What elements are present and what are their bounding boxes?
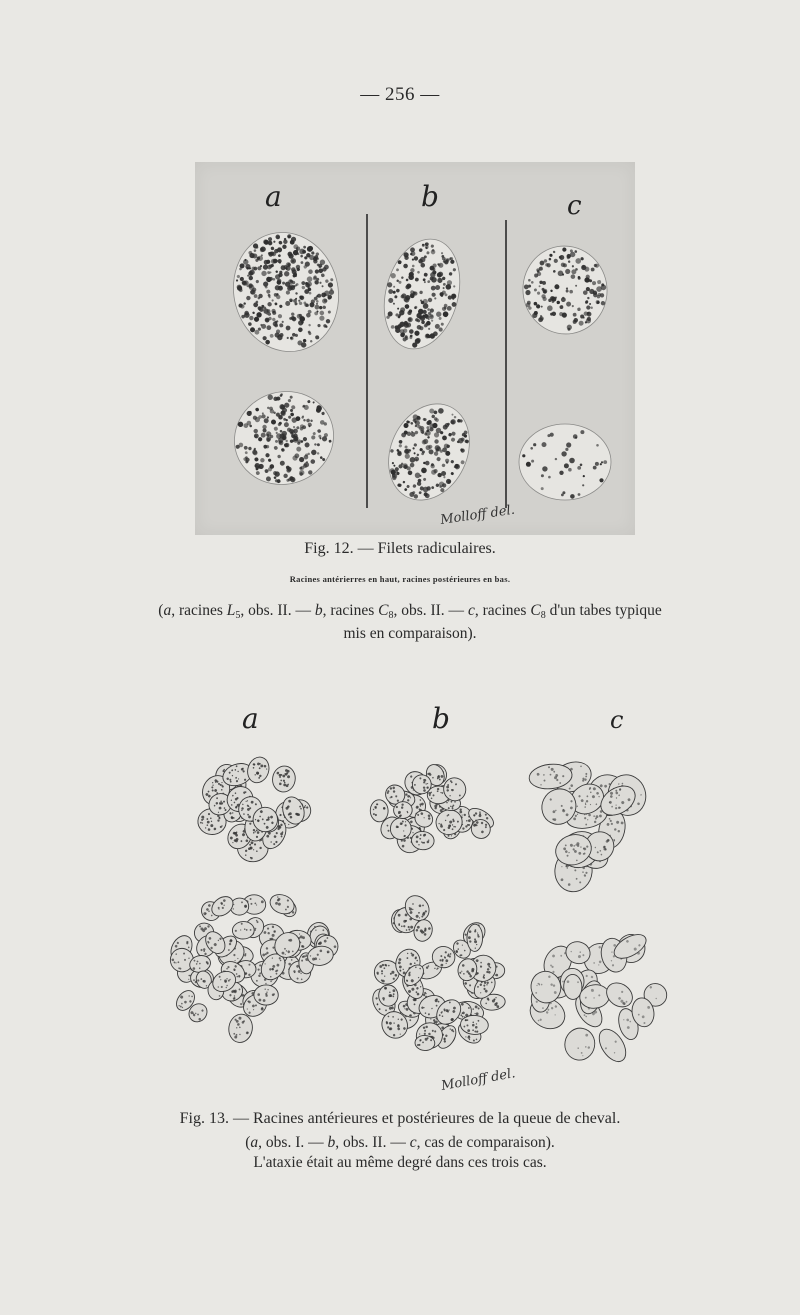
fig13-cluster-c-posterior	[525, 930, 672, 1067]
fig13-cluster-b-anterior	[370, 761, 497, 856]
fig12-signature: Molloff del.	[439, 502, 516, 528]
fig13-label-c: c	[610, 706, 624, 734]
fig12-blob-a-posterior	[221, 378, 346, 499]
fig12-blob-c-posterior	[519, 424, 611, 500]
fig13-caption-line2: L'ataxie était au même degré dans ces trois cas.	[253, 1154, 547, 1171]
figure-12-illustration	[195, 162, 635, 535]
fig12-caption-detail-line2: mis en comparaison).	[343, 625, 477, 642]
fig12-blob-b-posterior	[373, 391, 484, 514]
figure-13-illustration	[150, 700, 680, 1100]
fig13-signature: Molloff del.	[440, 1066, 517, 1094]
fig12-caption-subtitle: Racines antérierres en haut, racines postérieures en bas.	[289, 574, 511, 584]
fig12-blob-a-anterior	[220, 221, 352, 364]
fig13-caption-title: Fig. 13. — Racines antérieures et postérieures de la queue de cheval.	[179, 1110, 621, 1127]
fig13-label-a: a	[242, 702, 259, 735]
fig13-cluster-b-posterior	[368, 891, 505, 1053]
fig13-label-b: b	[432, 702, 450, 735]
fig13-cluster-c-anterior	[528, 757, 651, 893]
fig12-caption-detail: (a, racines $L_5$, obs. II. — b, racines $C_8$, obs. II. — c, racines $C_8$ d'un tabes typique mis en comparaison).	[158, 602, 662, 642]
fig13-caption-line1: (a, obs. I. — b, obs. II. — c, cas de comparaison).	[245, 1134, 555, 1151]
fig12-blob-c-anterior	[516, 239, 614, 340]
fig13-cluster-a-posterior	[167, 891, 342, 1044]
figure-13-drawing	[150, 700, 680, 1100]
fig12-blob-b-anterior	[373, 231, 472, 358]
fig12-caption-title: Fig. 12. — Filets radiculaires.	[304, 540, 496, 557]
fig12-label-b: b	[421, 180, 439, 213]
page-number: — 256 —	[360, 84, 440, 105]
fig12-label-a: a	[265, 180, 282, 213]
fig12-label-c: c	[567, 191, 582, 221]
figure-12-plate	[195, 162, 635, 535]
fig13-cluster-a-anterior	[197, 754, 313, 862]
